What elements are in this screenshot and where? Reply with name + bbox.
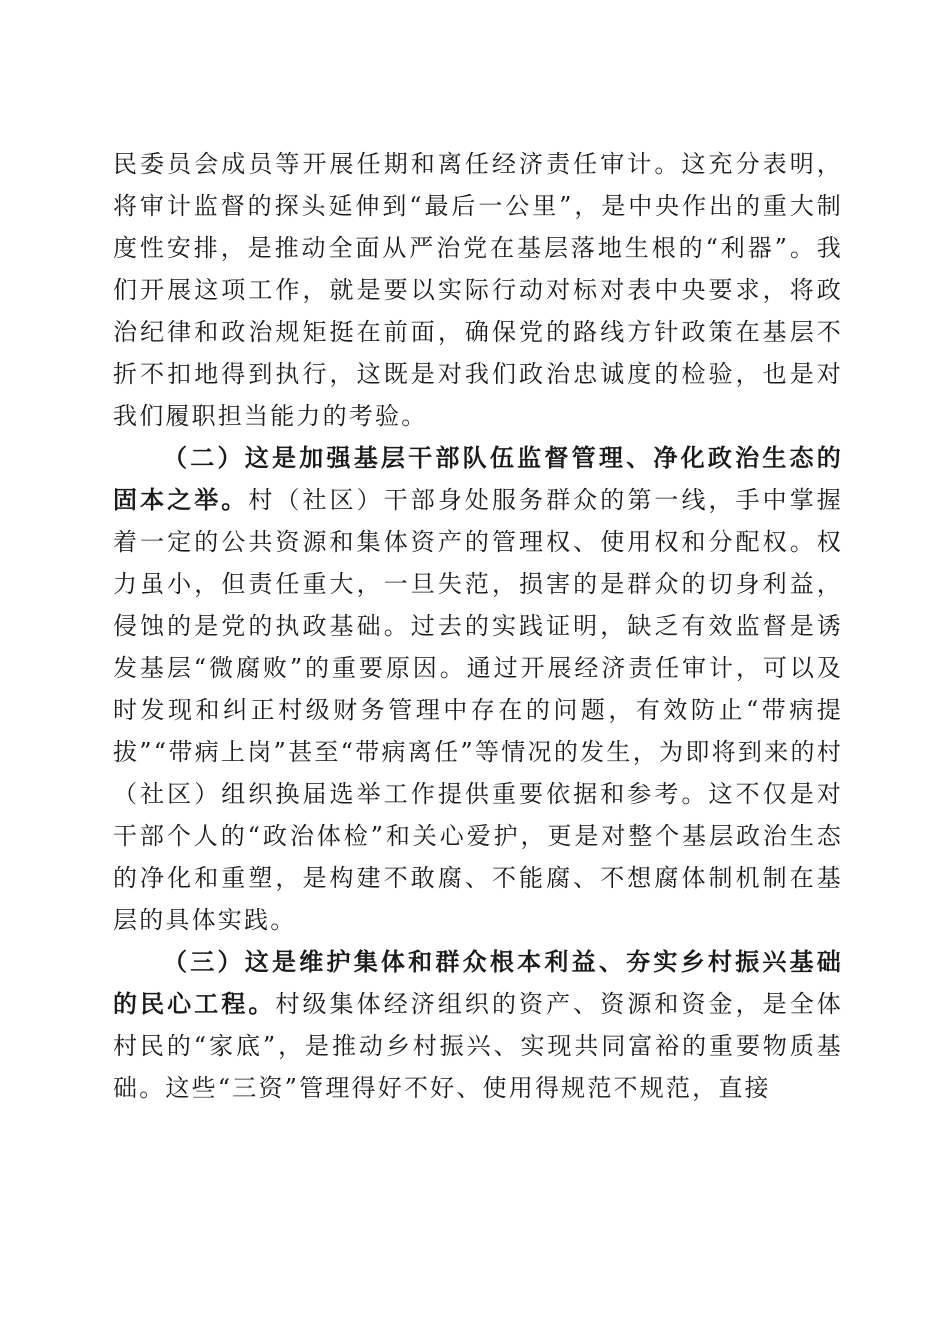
paragraph-text: 民委员会成员等开展任期和离任经济责任审计。这充分表明，将审计监督的探头延伸到“最后一公里”，是中央作出的重大制度性安排，是推动全面从严治党在基层落地生根的“利器”。我们开展这项工作，就是要以实际行动对标对表中央要求，将政治纪律和政治规矩挺在前面，确保党的路线方针政策在基层不折不扣地得到执行，这既是对我们政治忠诚度的检验，也是对我们履职担当能力的考验。 <box>113 150 843 430</box>
section-heading: （二）这是加强基层干部队伍监督管理、净化政治生态的固本之举。 <box>113 443 843 514</box>
section-heading: （三）这是维护集体和群众根本利益、夯实乡村振兴基础的民心工程。 <box>113 947 843 1018</box>
paragraph-continuation <box>113 143 843 437</box>
document-body <box>113 143 843 1109</box>
paragraph-section-three <box>113 941 843 1109</box>
paragraph-text: 村级集体经济组织的资产、资源和资金，是全体村民的“家底”，是推动乡村振兴、实现共同富裕的重要物质基础。这些“三资”管理得好不好、使用得规范不规范，直接 <box>113 990 843 1102</box>
paragraph-text: 村（社区）干部身处服务群众的第一线，手中掌握着一定的公共资源和集体资产的管理权、使用权和分配权。权力虽小，但责任重大，一旦失范，损害的是群众的切身利益，侵蚀的是党的执政基础。过去的实践证明，缺乏有效监督是诱发基层“微腐败”的重要原因。通过开展经济责任审计，可以及时发现和纠正村级财务管理中存在的问题，有效防止“带病提拔”“带病上岗”甚至“带病离任”等情况的发生，为即将到来的村（社区）组织换届选举工作提供重要依据和参考。这不仅是对干部个人的“政治体检”和关心爱护，更是对整个基层政治生态的净化和重塑，是构建不敢腐、不能腐、不想腐体制机制在基层的具体实践。 <box>113 486 844 934</box>
paragraph-section-two <box>113 437 843 941</box>
